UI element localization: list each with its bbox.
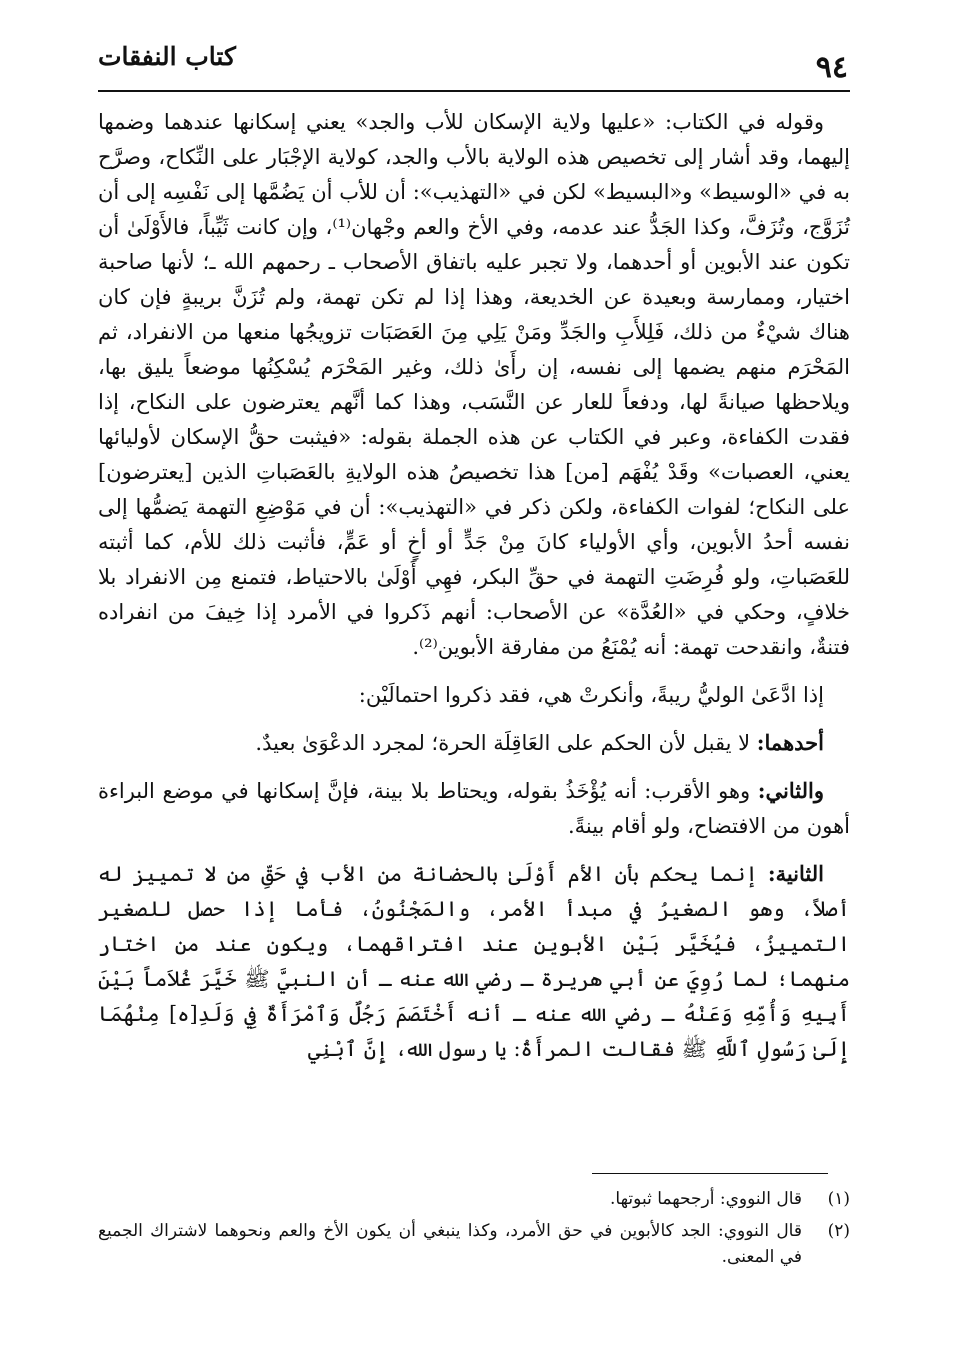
main-text [98, 104, 850, 1067]
footnote-text: قال النووي: الجد كالأبوين في حق الأمرد، وكذا ينبغي أن يكون الأخ والعم ونحوهما لاشتراك الجميع في المعنى. [98, 1221, 802, 1267]
page-number: ٩٤ [815, 50, 848, 85]
footnote-separator [592, 1173, 828, 1174]
book-title: كتاب النفقات [98, 42, 236, 71]
paragraph-text: وهو الأقرب: أنه يُؤْخَذُ بقوله، ويحتاط بلا بينة، فإنَّ إسكانها في موضع البراءة أهون من الافتضاح، ولو أقام بينةً. [98, 779, 850, 838]
paragraph-text: إنما يحكم بأن الأم أَوْلَىٰ بالحضانة من الأب في حَقِّ من لا تمييز له أصلاً، وهو الصغيرُ في مبدأ الأمر، والمَجْنُونُ، فأما إذا حصل للصغير التمييزُ، فيُخَيَّر بَيْن الأبوين عند افتراقهما، ويكون عند من اختار منهما؛ لما رُوِيَ عن أبي هريرة ـ رضي الله عنه ـ أن النبيَّ ﷺ خَيَّرَ غُلاَماً بَيْنَ أَبِيهِ وَأُمِّهِ وَعَنْهُ ـ رضي الله عنه ـ أنه أَخْتَصَمَ رَجُلٌ وَٱمْرَأَةٌ فِي وَلَدِ[ه] مِنْهُمَا إِلَىٰ رَسُولِ ٱللَّهِ ﷺ فقالت المرأَةُ: يا رسول الله، إِنَّ ٱبْنِي [98, 862, 850, 1061]
paragraph-text: لا يقبل لأن الحكم على العَاقِلَة الحرة؛ لمجرد الدعْوَىٰ بعيدٌ. [255, 731, 757, 755]
running-header [98, 38, 850, 92]
paragraph-intro [98, 104, 850, 665]
paragraph-first-view [98, 725, 850, 761]
footnote-text: قال النووي: أرجحهما ثبوتها. [610, 1189, 802, 1209]
paragraph-second-issue [98, 856, 850, 1067]
paragraph-text: إذا ادَّعَىٰ الوليُّ ريبةً، وأنكرتْ هي، فقد ذكروا احتمالَيْن: [358, 683, 824, 707]
paragraph-lead: الثانية: [767, 861, 824, 886]
paragraph-lead: والثاني: [757, 778, 824, 803]
paragraph-claim [98, 677, 850, 713]
paragraph-second-view [98, 773, 850, 844]
paragraph-lead: أحدهما: [756, 730, 824, 755]
footnote-1 [98, 1186, 850, 1212]
footnote-number: (٢) [827, 1221, 850, 1241]
footnote-number: (١) [827, 1189, 850, 1209]
footnotes [98, 1186, 850, 1276]
paragraph-text: وقوله في الكتاب: «عليها ولاية الإسكان للأب والجد» يعني إسكانها عندهما وضمها إليهما، وقد أشار إلى تخصيص هذه الولاية بالأب والجد، كولاية الإجْبَار على النِّكاح، وصرَّح به في «الوسيط» و«البسيط» لكن في «التهذيب»: أن للأب أن يَضُمَّها إلى نَفْسِه إلى أن تُزَوَّج، وتُزَفَّ، وكذا الجَدُّ عند عدمه، وفي الأخ والعم وجْهان⁽¹⁾، وإن كانت ثَيِّباً، فالأَوْلَىٰ أن تكون عند الأبوين أو أحدهما، ولا تجبر عليه باتفاق الأصحاب ـ رحمهم الله ـ؛ لأنها صاحبة اختيار، وممارسة وبعيدة عن الخديعة، وهذا إذا لم تكن تهمة، ولم تُزَنَّ بريبةٍ فإن كان هناك شيْءٌ من ذلك، فَلِلأَبِ والجَدِّ ومَنْ يَلِي مِنَ العَصَبَات تزويجُها منعها من الانفراد، ثم المَحْرَم منهم يضمها إلى نفسه، إن رأَىٰ ذلك، وغير المَحْرَم يُسْكِنُها موضعاً يليق بها، ويلاحظها صيانةً لها، ودفعاً للعار عن النَّسَب، وهذا كما أنَّهم يعترضون على النكاح، إذا فقدت الكفاءة، وعبر في الكتاب عن هذه الجملة بقوله: «فيثبت حقُّ الإسكان لأوليائها يعني، العصبات» وقَدْ يُفْهَم [من] هذا تخصيصُ هذه الولايةِ بالعَصَباتِ الذين [يعترضون] على النكاح؛ لفوات الكفاءة، ولكن ذكر في «التهذيب»: أن في مَوْضِعِ التهمة يَضمُّها إلى نفسه أحدُ الأبوين، وأي الأولياء كانَ مِنْ جَدٍّ أو أخٍ أو عَمٍّ، فأثبت ذلك للأم، كما أثبته للعَصَباتِ، ولو فُرِضَتِ التهمة في حقِّ البكر، فهِي أَوْلَىٰ بالاحتياط، فتمنع مِن الانفراد بلا خلافٍ، وحكي في «العُدَّة» عن الأصحاب: أنهم ذَكروا في الأمرد إذا خِيفَ من انفراده فتنةٌ، وانقدحت تهمة: أنه يُمْنَعُ من مفارقة الأبوين⁽²⁾. [98, 110, 850, 659]
footnote-2 [98, 1218, 850, 1270]
